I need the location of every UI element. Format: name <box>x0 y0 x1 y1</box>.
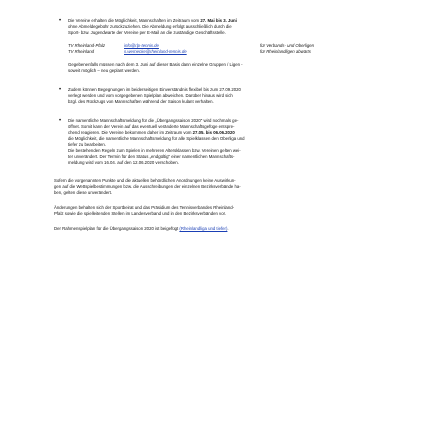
p5-line3: ben, gelten diese unverändert. <box>54 190 113 195</box>
bullet-3: • <box>59 118 62 124</box>
bullet-2: • <box>59 87 62 93</box>
contact-email-2[interactable]: s.wernecke@rheinland-tennis.de <box>124 49 187 54</box>
p2-line1: Gegebenenfalls müssen nach dem 3. Juni auf dieser Basis dann einzelne Gruppen / Ligen - <box>68 62 243 67</box>
p4-line2: öffnet. Somit kann der Verein auf das eventuell veränderte Mannschaftsgefüge entspre- <box>68 124 235 129</box>
p4-line3: chend reagieren. Die Vereine bekommen daher im Zeitraum vom 27.05. bis 06.06.2020 <box>68 130 235 135</box>
p7-line: Der Rahmenspielplan für die Übergangssaison 2020 ist beigefügt (Rheinlandliga und tiefer). <box>54 226 229 231</box>
p2-line2: soweit möglich – neu geplant werden. <box>68 68 140 73</box>
contact-note-2: für Rheinlandligen abwärts <box>260 49 311 54</box>
p3-line1: Zudem können Begegnungen im beiderseitigen Einverständnis flexibel bis zum 27.09.2020 <box>68 87 241 92</box>
p1-line3: Sport- bzw. Jugendwarte der Vereine per E-Mail an die zuständige Geschäftsstelle. <box>68 30 226 35</box>
p3-line3: bzgl. des Rückzugs von Mannschaften während der Saison kulant verhalten. <box>68 99 214 104</box>
contact-region-2: TV Rheinland <box>68 49 95 54</box>
p4-line8: meldung wird vom 16.04. auf den 12.06.2020 verschoben. <box>68 160 179 165</box>
p1-line2: ohne Abmeldegebühr zurückzuziehen. Die Abmeldung erfolgt ausschließlich durch die <box>68 24 232 29</box>
p4-line5: tiefer zu bearbeiten. <box>68 142 106 147</box>
p1-line1: Die Vereine erhalten die Möglichkeit, Mannschaften im Zeitraum vom 27. Mai bis 3. Juni <box>68 18 237 23</box>
p5-line2: gen auf die Wettspielbestimmungen bzw. die Ausschreibungen der einzelnen Bezirksverbände ha- <box>54 184 241 189</box>
bullet-1: • <box>59 18 62 24</box>
p4-line7: ter unverändert. Der Termin für den Status „endgültig" einer namentlichen Mannschafts- <box>68 154 235 159</box>
p7-link[interactable]: (Rheinlandliga und tiefer) <box>179 226 228 231</box>
contact-note-1: für Verbands- und Oberligen <box>260 43 315 48</box>
p4-line4: die Möglichkeit, die namentliche Mannschaftsmeldung für alle Spielklassen den Oberliga und <box>68 136 245 141</box>
p4-line6: Die bestehenden Regeln zum Spielen in mehreren Altersklassen bzw. Vereinen gelten wei- <box>68 148 241 153</box>
p3-line2: verlegt werden und vom vorgegebenen Spielplan abweichen. Darüber hinaus wird sich <box>68 93 233 98</box>
contact-region-1: TV Rheinland-Pfalz <box>68 43 106 48</box>
p4-line1: Die namentliche Mannschaftsmeldung für die „Übergangssaison 2020" wird nochmals ge- <box>68 118 239 123</box>
contact-email-1[interactable]: info@rlp-tennis.de <box>124 43 159 48</box>
p6-line1: Änderungen behalten sich der Sportbeirat und das Präsidium des Tennisverbandes Rheinland- <box>54 205 235 210</box>
p5-line1: Sofern die vorgenannten Punkte und die aktuellen behördlichen Anordnungen keine Auswirkun- <box>54 178 236 183</box>
p6-line2: Pfalz sowie die spielleitenden Stellen im Landesverband und in den Bezirksverbänden vor. <box>54 211 226 216</box>
